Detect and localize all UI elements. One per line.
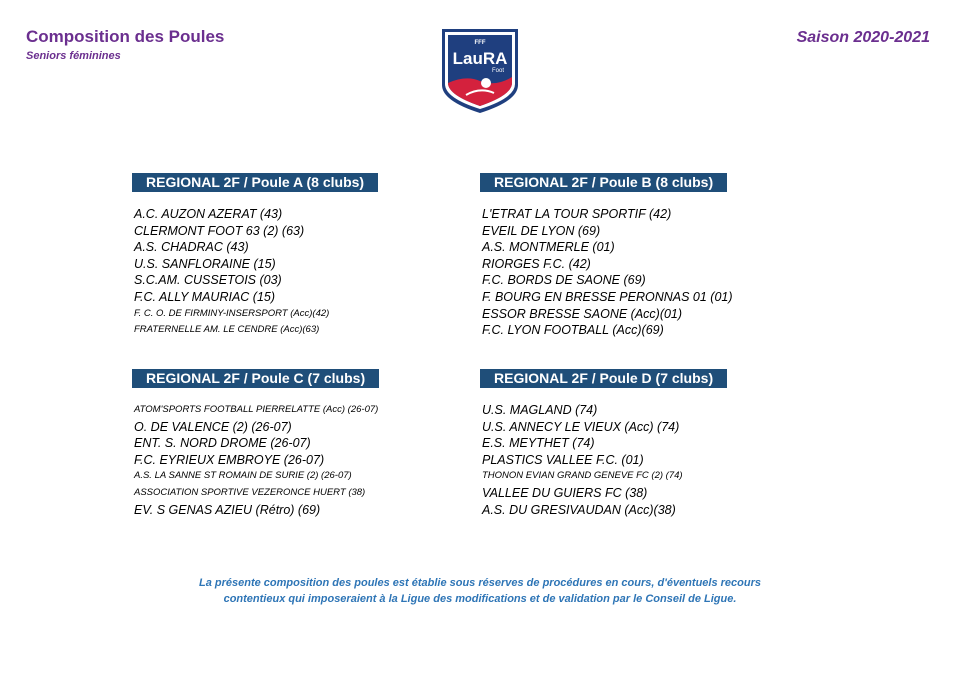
logo-brand-text: LauRA: [452, 49, 508, 68]
club-entry: F.C. LYON FOOTBALL (Acc)(69): [482, 323, 664, 338]
poule-d-club-list: [480, 402, 810, 518]
club-entry: F. BOURG EN BRESSE PERONNAS 01 (01): [482, 289, 733, 304]
club-entry: PLASTICS VALLEE F.C. (01): [482, 452, 644, 467]
club-entry: A.S. CHADRAC (43): [134, 240, 249, 255]
club-entry: A.C. AUZON AZERAT (43): [134, 207, 283, 221]
poule-a-club-list: [132, 206, 462, 339]
club-entry: O. DE VALENCE (2) (26-07): [134, 419, 292, 434]
club-entry: A.S. DU GRESIVAUDAN (Acc)(38): [482, 502, 676, 517]
disclaimer-line-2: contentieux qui imposeraient à la Ligue des modifications et de validation par le Conseil de Ligue.: [223, 593, 737, 605]
club-entry: F.C. BORDS DE SAONE (69): [482, 273, 646, 288]
page-title: Composition des Poules: [26, 27, 225, 46]
club-entry: VALLEE DU GUIERS FC (38): [482, 485, 648, 500]
poule-d-header: REGIONAL 2F / Poule D (7 clubs): [480, 369, 727, 388]
club-entry: A.S. LA SANNE ST ROMAIN DE SURIE (2) (26-07): [134, 470, 352, 482]
club-entry: ENT. S. NORD DROME (26-07): [134, 436, 311, 451]
club-entry: THONON EVIAN GRAND GENEVE FC (2) (74): [482, 470, 683, 482]
club-entry: ESSOR BRESSE SAONE (Acc)(01): [482, 306, 683, 321]
poule-b: [480, 173, 810, 339]
poule-b-club-list: [480, 206, 810, 339]
club-entry: E.S. MEYTHET (74): [482, 436, 595, 451]
poule-a: [132, 173, 462, 339]
club-entry: U.S. MAGLAND (74): [482, 403, 598, 417]
logo-sub-text: Foot: [491, 68, 505, 74]
poule-c-header: REGIONAL 2F / Poule C (7 clubs): [132, 369, 379, 388]
season-label: Saison 2020-2021: [796, 29, 930, 46]
page-subtitle: Seniors féminines: [26, 50, 121, 62]
club-entry: ASSOCIATION SPORTIVE VEZERONCE HUERT (38): [134, 486, 366, 498]
club-entry: FRATERNELLE AM. LE CENDRE (Acc)(63): [134, 324, 320, 336]
club-entry: EV. S GENAS AZIEU (Rétro) (69): [134, 502, 321, 517]
disclaimer-note: [0, 575, 960, 607]
club-entry: ATOM'SPORTS FOOTBALL PIERRELATTE (Acc) (26-07): [134, 404, 379, 415]
laura-foot-logo: [436, 25, 524, 115]
club-entry: F.C. EYRIEUX EMBROYE (26-07): [134, 452, 325, 467]
club-entry: F. C. O. DE FIRMINY-INSERSPORT (Acc)(42): [134, 307, 330, 319]
disclaimer-line-1: La présente composition des poules est établie sous réserves de procédures en cours, d'éventuels recours: [199, 577, 761, 589]
poule-d: [480, 369, 810, 518]
club-entry: A.S. MONTMERLE (01): [482, 240, 615, 255]
club-entry: S.C.AM. CUSSETOIS (03): [134, 273, 282, 288]
club-entry: L'ETRAT LA TOUR SPORTIF (42): [482, 207, 672, 221]
poule-b-header: REGIONAL 2F / Poule B (8 clubs): [480, 173, 727, 192]
club-entry: U.S. SANFLORAINE (15): [134, 256, 276, 271]
club-entry: RIORGES F.C. (42): [482, 256, 591, 271]
logo-top-text: FFF: [474, 40, 486, 46]
poule-a-header: REGIONAL 2F / Poule A (8 clubs): [132, 173, 378, 192]
poule-c: [132, 369, 462, 518]
club-entry: U.S. ANNECY LE VIEUX (Acc) (74): [482, 419, 680, 434]
poule-c-club-list: [132, 402, 462, 518]
club-entry: EVEIL DE LYON (69): [482, 223, 601, 238]
club-entry: F.C. ALLY MAURIAC (15): [134, 289, 276, 304]
club-entry: CLERMONT FOOT 63 (2) (63): [134, 223, 305, 238]
